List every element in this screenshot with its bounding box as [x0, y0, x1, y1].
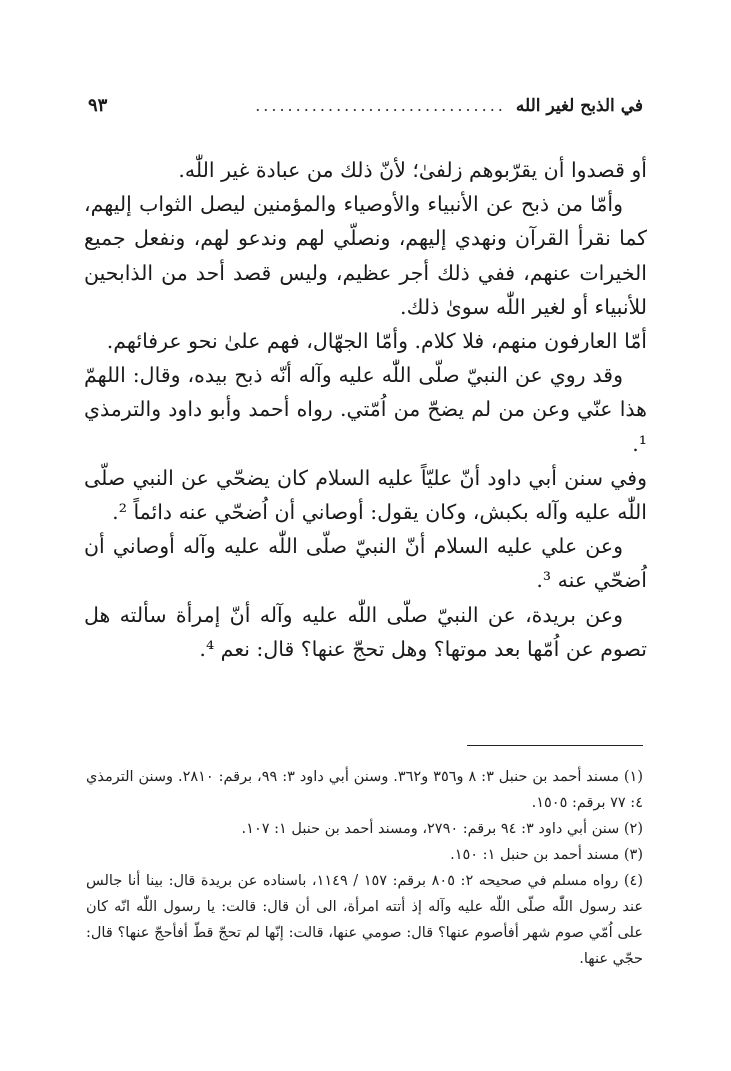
footnote: (٤) رواه مسلم في صحيحه ٢: ٨٠٥ برقم: ١٥٧ / ١١٤٩، باسناده عن بريدة قال: بينا أنا جالس عند رسول اللّٰه صلّى اللّٰه عليه وآله إذ أتته امرأة، الى أن قال: قالت: يا رسول اللّٰه انّه كان على اُمّي صوم شهر أفأصوم عنها؟ قال: صومي عنها، قالت: إنّها لم تحجّ قطّ أفأحجّ عنها؟ قال: حجّي عنها. — [86, 873, 644, 967]
paragraph: أو قصدوا أن يقرّبوهم زلفىٰ؛ لأنّ ذلك من عبادة غير اللّٰه. — [178, 158, 647, 182]
footnote-separator — [467, 745, 643, 746]
paragraph: أمّا العارفون منهم، فلا كلام. وأمّا الجهّال، فهم علىٰ نحو عرفائهم. — [106, 329, 647, 354]
chapter-title: في الذبح لغير الله — [515, 96, 643, 116]
page-number: ٩٣ — [88, 95, 108, 116]
paragraph: وعن بريدة، عن النبيّ صلّى اللّٰه عليه وآله أنّ إمرأة سألته هل تصوم عن اُمّها بعد موتها؟ وهل تحجّ عنها؟ قال: نعم ⁴. — [84, 602, 647, 661]
main-text — [84, 153, 647, 666]
footnote: (٣) مسند أحمد بن حنبل ١: ١٥٠. — [450, 847, 643, 863]
paragraph: وأمّا من ذبح عن الأنبياء والأوصياء والمؤمنين ليصل الثواب إليهم، كما نقرأ القرآن ونهدي إليهم، ونصلّي لهم وندعو لهم، ونفعل جميع الخيرات عنهم، ففي ذلك أجر عظيم، وليس قصد أحد من الذابحين للأنبياء أو لغير اللّٰه سوىٰ ذلك. — [84, 192, 647, 319]
footnote: (١) مسند أحمد بن حنبل ٣: ٨ و٣٥٦ و٣٦٢. وسنن أبي داود ٣: ٩٩، برقم: ٢٨١٠. وسنن الترمذي ٤: ٧٧ برقم: ١٥٠٥. — [86, 769, 643, 811]
footnotes — [86, 764, 643, 972]
header-leader-dots: ............................... — [255, 96, 506, 115]
paragraph: وفي سنن أبي داود أنّ عليّاً عليه السلام كان يضحّي عن النبي صلّى اللّٰه عليه وآله بكبش، وكان يقول: أوصاني أن اُضحّي عنه دائماً ². — [84, 465, 647, 525]
paragraph: وقد روي عن النبيّ صلّى اللّٰه عليه وآله أنّه ذبح بيده، وقال: اللهمّ هذا عنّي وعن من لم يضحّ من اُمّتي. رواه أحمد وأبو داود والترمذي ¹. — [84, 363, 647, 456]
running-header — [88, 95, 643, 131]
paragraph: وعن علي عليه السلام أنّ النبيّ صلّى اللّٰه عليه وآله أوصاني أن اُضحّي عنه ³. — [84, 534, 647, 593]
footnote: (٢) سنن أبي داود ٣: ٩٤ برقم: ٢٧٩٠، ومسند أحمد بن حنبل ١: ١٠٧. — [241, 821, 643, 837]
